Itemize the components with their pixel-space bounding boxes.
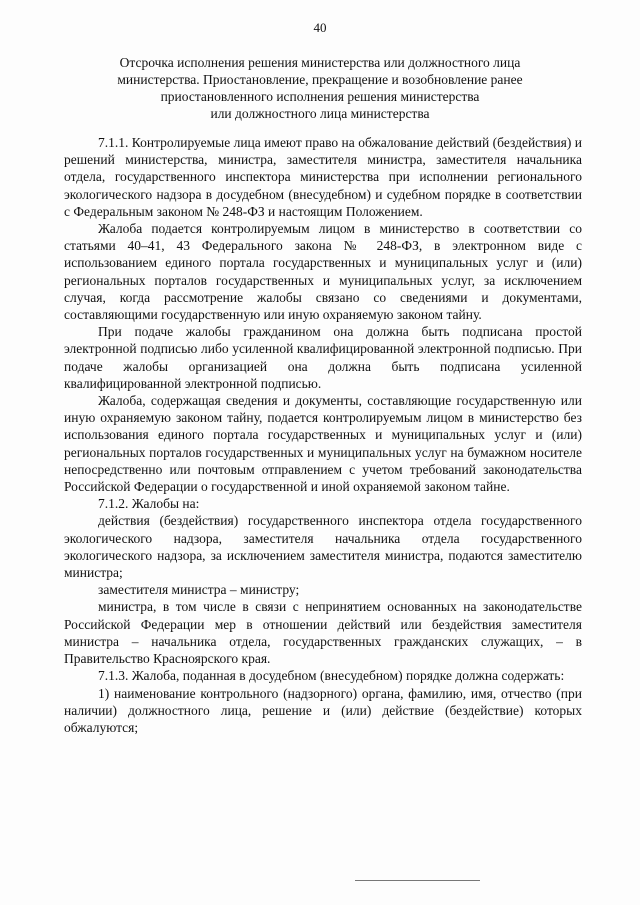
scan-mark — [355, 880, 480, 881]
section-heading — [80, 54, 560, 122]
page-number: 40 — [313, 20, 327, 35]
paragraph-state-secret: Жалоба, содержащая сведения и документы, составляющие государственную или иную охраняемую законом тайну, подается контролируемым лицом в министерство без использования единого портала государственных и муниципальных услуг и (или) региональных порталов государственных и муниципальных услуг на бумажном носителе непосредственно или почтовым отправлением с учетом требований законодательства Российской Федерации о государственной и иной охраняемой законом тайне. — [64, 393, 582, 495]
heading-line: или должностного лица министерства — [210, 106, 430, 121]
paragraph-item-1: 1) наименование контрольного (надзорного) органа, фамилию, имя, отчество (при наличии) должностного лица, решение и (или) действие (бездействие) которых обжалуются; — [64, 685, 582, 735]
paragraph-deputy-minister: заместителя министра – министру; — [98, 582, 300, 598]
paragraph-complaint-submission: Жалоба подается контролируемым лицом в министерство в соответствии со статьями 40–41, 43 Федерального закона № 248-ФЗ, в электронном виде с использованием единого портала государственных и муниципальных услуг и (или) региональных порталов государственных и муниципальных услуг, за исключением случая, когда рассмотрение жалобы связано со сведениями и документами, составляющими государственную или иную охраняемую законом тайну. — [64, 221, 582, 323]
paragraph-inspector-actions: действия (бездействия) государственного инспектора отдела государственного экологического надзора, заместителя начальника отдела государственного экологического надзора, за исключением заместителя министра, подаются заместителю министра; — [64, 513, 582, 581]
document-body — [64, 134, 582, 736]
paragraph-minister: министра, в том числе в связи с непринятием основанных на законодательстве Российской Федерации мер в отношении действий или бездействия заместителя министра – начальника отдела, государственных гражданских служащих, – в Правительство Красноярского края. — [64, 599, 582, 667]
paragraph-7-1-2: 7.1.2. Жалобы на: — [98, 496, 200, 512]
paragraph-7-1-1: 7.1.1. Контролируемые лица имеют право на обжалование действий (бездействия) и решений министерства, министра, заместителя министра, заместителя начальника отдела, государственного инспектора министерства при исполнении регионального экологического надзора в досудебном (внесудебном) и судебном порядке в соответствии с Федеральным законом № 248-ФЗ и настоящим Положением. — [64, 135, 582, 219]
paragraph-electronic-signature: При подаче жалобы гражданином она должна быть подписана простой электронной подписью либо усиленной квалифицированной электронной подписью. При подаче жалобы организацией она должна быть подписана усиленной квалифицированной электронной подписью. — [64, 324, 582, 391]
heading-line: Отсрочка исполнения решения министерства или должностного лица — [119, 55, 521, 70]
heading-line: приостановленного исполнения решения министерства — [160, 89, 480, 104]
paragraph-7-1-3: 7.1.3. Жалоба, поданная в досудебном (внесудебном) порядке должна содержать: — [98, 668, 565, 684]
heading-line: министерства. Приостановление, прекращение и возобновление ранее — [117, 72, 523, 87]
